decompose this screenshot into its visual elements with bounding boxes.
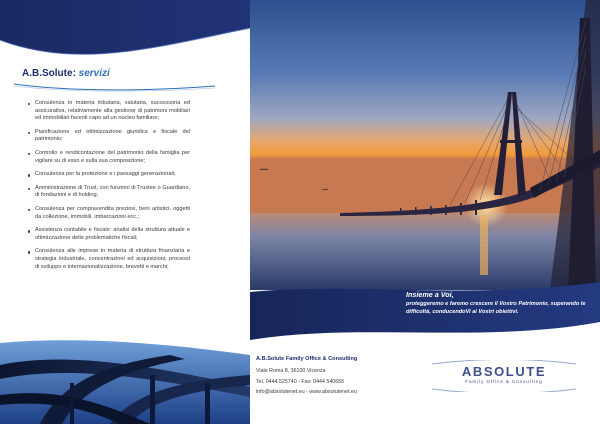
services-panel bbox=[0, 0, 250, 424]
brand-section: servizi bbox=[78, 68, 110, 79]
list-item: Pianificazione ed ottimizzazione giuridica e fiscale del patrimonio; bbox=[28, 129, 190, 144]
sunset-bridge-photo bbox=[250, 0, 600, 290]
address-line: Viale Roma 8, 36100 Vicenza bbox=[256, 368, 326, 374]
highway-interchange-image bbox=[0, 335, 250, 424]
list-item: Consulenza per compravendita preziosi, beni artistici, oggetti da collezione, immobili, imbarcazioni ecc.; bbox=[28, 206, 190, 221]
list-item: Controllo e rendicontazione del patrimonio della famiglia per vigilare su di esso e sulla sua composizione; bbox=[28, 150, 190, 165]
logo-tagline: Family Office & Consulting bbox=[465, 379, 543, 384]
list-item: Assistenza contabile e fiscale: analisi della struttura attuale e ottimizzazione delle problematiche fiscali; bbox=[28, 227, 190, 242]
web-line: info@absolutenet.eu - www.absolutenet.eu bbox=[256, 389, 357, 395]
list-item: Consulenza per la protezione e i passaggi generazionali; bbox=[28, 171, 190, 179]
logo-wordmark: ABSOLUTE bbox=[461, 364, 547, 379]
company-name: A.B.Solute Family Office & Consulting bbox=[256, 356, 358, 362]
services-heading bbox=[22, 68, 212, 79]
heading-swoosh bbox=[12, 82, 217, 92]
contact-block bbox=[256, 356, 416, 398]
list-item: Consulenza alle imprese in materia di struttura finanziaria e strategia industriale, concentrazioni ed acquisizioni, processi di sviluppo e internazionalizzazione, brevetti e marchi; bbox=[28, 248, 190, 271]
brand-separator: : bbox=[72, 68, 79, 79]
caption-title: Insieme a Voi, bbox=[406, 290, 454, 299]
caption-text: proteggeremo e faremo crescere il Vostro Patrimonio, superando le difficoltà, conducendoVi ai Vostri obiettivi. bbox=[406, 301, 586, 316]
phone-line: Tel. 0444 525740 - Fax: 0444 540655 bbox=[256, 378, 345, 385]
list-item: Consulenza in materia tributaria, valutaria, successoria ed assicurativa, relativamente alla gestione di patrimoni mobiliari ed immobiliari facenti capo ad un nucleo familiare; bbox=[28, 100, 190, 123]
services-list bbox=[28, 100, 190, 277]
list-item: Amministrazione di Trust, con funzioni di Trustee o Guardiano, di fondazioni e di holding; bbox=[28, 185, 190, 200]
brand-name: A.B.Solute bbox=[22, 68, 73, 79]
